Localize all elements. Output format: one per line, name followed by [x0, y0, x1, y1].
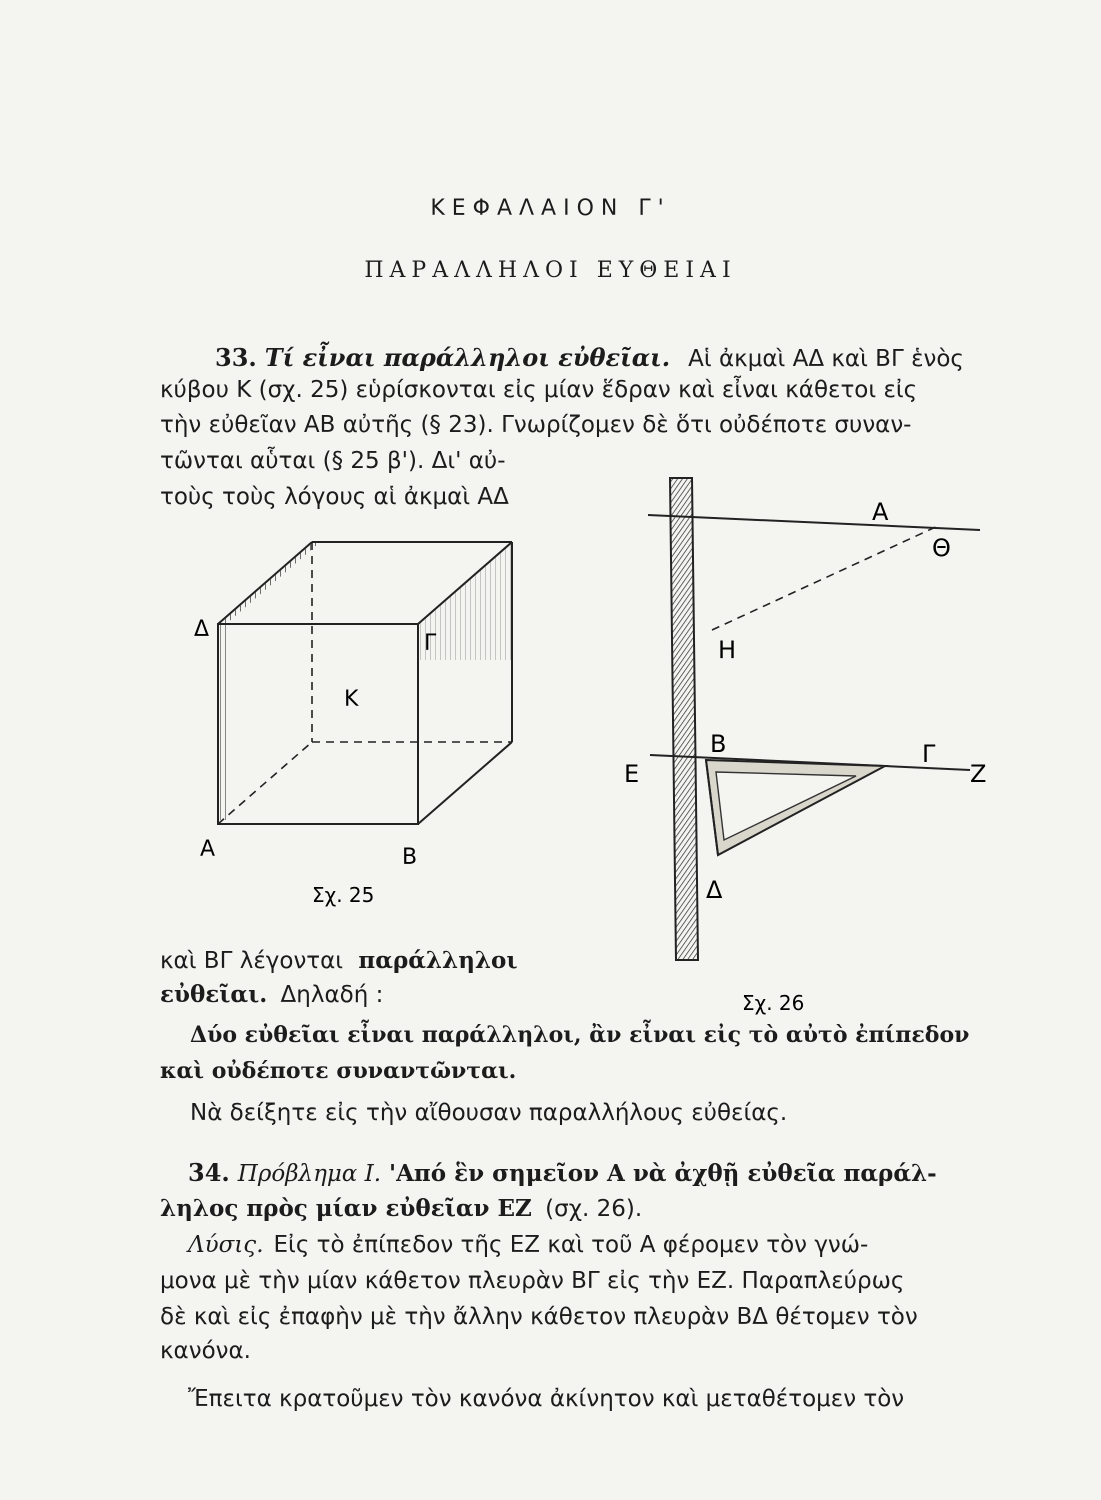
s34-solution-line-1: [188, 1230, 868, 1260]
fig26-label-alpha: Α: [872, 498, 889, 526]
s34-solution-line-2: μονα μὲ τὴν μίαν κάθετον πλευρὰν ΒΓ εἰς τὴν ΕΖ. Παραπλεύρως: [160, 1268, 905, 1294]
fig25-label-kappa: Κ: [344, 687, 359, 712]
fig26-label-beta: Β: [710, 730, 727, 758]
s34-solution-label: Λύσις.: [188, 1232, 264, 1258]
fig25-label-delta: Δ: [194, 617, 210, 642]
s33-term-lines: εὐθεῖαι.: [160, 981, 268, 1008]
s34-number: 34.: [188, 1158, 230, 1187]
cube-front-face: [218, 624, 418, 824]
s34-first-line: [188, 1158, 937, 1189]
fig25-caption: Σχ. 25: [312, 883, 375, 907]
s33-line-7: [160, 980, 383, 1010]
figure-26-construction: [610, 470, 1010, 1030]
s33-line-5: τοὺς τοὺς λόγους αἱ ἀκμαὶ ΑΔ: [160, 484, 509, 510]
s33-heading: Τί εἶναι παράλληλοι εὐθεῖαι.: [264, 343, 671, 372]
cube-shading-left: [218, 624, 226, 820]
s34-problem-line-2: [160, 1194, 642, 1224]
s34-problem-line-1: 'Από ἓν σημεῖον Α νὰ ἀχθῇ εὐθεῖα παράλ-: [389, 1160, 937, 1187]
fig25-label-alpha: Α: [200, 837, 216, 862]
s34-fig-ref: (σχ. 26).: [545, 1196, 643, 1222]
s33-line-4: τῶνται αὗται (§ 25 β'). Δι' αὐ-: [160, 448, 506, 474]
s33-namely: Δηλαδή :: [280, 982, 384, 1008]
s33-number: 33.: [215, 343, 257, 372]
fig26-caption: Σχ. 26: [742, 991, 805, 1015]
s34-problem-line-2a: ληλος πρὸς μίαν εὐθεῖαν ΕΖ: [160, 1195, 532, 1222]
exercise-line: Νὰ δείξητε εἰς τὴν αἴθουσαν παραλλήλους εὐθείας.: [190, 1100, 788, 1126]
s33-line-2: κύβου Κ (σχ. 25) εὑρίσκονται εἰς μίαν ἕδραν καὶ εἶναι κάθετοι εἰς: [160, 377, 918, 403]
fig26-label-delta: Δ: [706, 876, 723, 904]
fig26-label-gamma: Γ: [922, 740, 936, 768]
fig25-label-beta: Β: [402, 845, 418, 870]
fig26-label-eta: Η: [718, 636, 737, 664]
s33-term-parallel: παράλληλοι: [358, 947, 518, 974]
ruler: [670, 478, 698, 960]
chapter-heading: ΚΕΦΑΛΑΙΟΝ Γ': [430, 196, 671, 221]
s33-first-line: [215, 343, 964, 374]
section-title: ΠΑΡΑΛΛΗΛΟΙ ΕΥΘΕΙΑΙ: [364, 258, 737, 283]
s34-solution-line-3: δὲ καὶ εἰς ἐπαφὴν μὲ τὴν ἄλλην κάθετον πλευρὰν ΒΔ θέτομεν τὸν: [160, 1304, 918, 1330]
s33-line-1: Αἱ ἀκμαὶ ΑΔ καὶ ΒΓ ἑνὸς: [688, 346, 964, 372]
fig25-label-gamma: Γ: [424, 631, 437, 656]
definition-line-1: Δύο εὐθεῖαι εἶναι παράλληλοι, ἂν εἶναι εἰς τὸ αὐτὸ ἐπίπεδον: [190, 1022, 970, 1048]
s34-problem-label: Πρόβλημα Ι.: [237, 1161, 382, 1187]
definition-line-2: καὶ οὐδέποτε συναντῶνται.: [160, 1058, 517, 1084]
fig26-label-theta: Θ: [932, 534, 951, 562]
dashed-line-H-theta: [712, 525, 940, 630]
fig26-label-epsilon: Ε: [624, 760, 640, 788]
figure-25-cube: [180, 520, 560, 920]
fig26-label-zeta: Ζ: [970, 760, 987, 788]
s34-solution-line-4: κανόνα.: [160, 1338, 251, 1364]
s34-solution-line-5: Ἔπειτα κρατοῦμεν τὸν κανόνα ἀκίνητον καὶ μεταθέτομεν τὸν: [188, 1386, 905, 1412]
s33-line-6: [160, 946, 518, 976]
s33-line-6a: καὶ ΒΓ λέγονται: [160, 948, 344, 974]
s34-solution-text-1: Εἰς τὸ ἐπίπεδον τῆς ΕΖ καὶ τοῦ Α φέρομεν τὸν γνώ-: [273, 1232, 869, 1258]
s33-line-3: τὴν εὐθεῖαν ΑΒ αὐτῆς (§ 23). Γνωρίζομεν δὲ ὅτι οὐδέποτε συναν-: [160, 412, 912, 438]
parallel-line-through-A: [648, 515, 980, 530]
